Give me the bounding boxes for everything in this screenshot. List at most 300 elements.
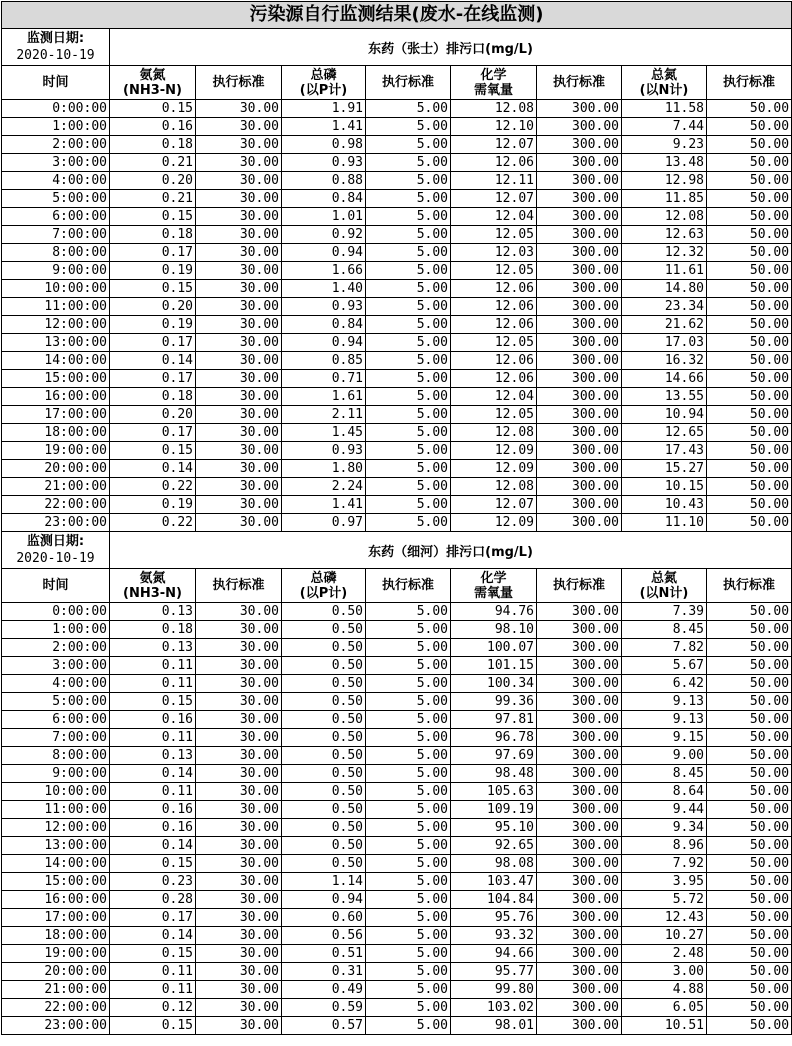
value-cell: 0.11 bbox=[110, 729, 196, 747]
value-cell: 0.17 bbox=[110, 370, 196, 388]
value-cell: 30.00 bbox=[196, 819, 282, 837]
value-cell: 1.80 bbox=[282, 460, 366, 478]
value-cell: 300.00 bbox=[537, 819, 622, 837]
column-header bbox=[366, 66, 451, 100]
value-cell: 5.00 bbox=[366, 172, 451, 190]
value-cell: 12.65 bbox=[622, 424, 707, 442]
column-header-line: 执行标准 bbox=[212, 75, 265, 90]
value-cell: 0.92 bbox=[282, 226, 366, 244]
value-cell: 50.00 bbox=[707, 478, 792, 496]
value-cell: 92.65 bbox=[451, 837, 537, 855]
time-cell: 9:00:00 bbox=[2, 765, 110, 783]
value-cell: 95.77 bbox=[451, 963, 537, 981]
value-cell: 0.93 bbox=[282, 154, 366, 172]
time-cell: 21:00:00 bbox=[2, 478, 110, 496]
value-cell: 0.13 bbox=[110, 639, 196, 657]
value-cell: 98.08 bbox=[451, 855, 537, 873]
value-cell: 5.00 bbox=[366, 478, 451, 496]
table-row bbox=[2, 1017, 792, 1035]
value-cell: 0.16 bbox=[110, 711, 196, 729]
monitoring-date-value: 2020-10-19 bbox=[16, 48, 95, 63]
value-cell: 9.34 bbox=[622, 819, 707, 837]
value-cell: 12.07 bbox=[451, 190, 537, 208]
value-cell: 5.00 bbox=[366, 801, 451, 819]
value-cell: 0.15 bbox=[110, 693, 196, 711]
value-cell: 99.36 bbox=[451, 693, 537, 711]
column-header-row bbox=[2, 569, 792, 603]
value-cell: 23.34 bbox=[622, 298, 707, 316]
table-row bbox=[2, 514, 792, 532]
table-row bbox=[2, 981, 792, 999]
value-cell: 30.00 bbox=[196, 963, 282, 981]
value-cell: 9.23 bbox=[622, 136, 707, 154]
value-cell: 5.00 bbox=[366, 406, 451, 424]
value-cell: 0.15 bbox=[110, 855, 196, 873]
monitoring-results-table bbox=[1, 1, 792, 1035]
value-cell: 1.41 bbox=[282, 118, 366, 136]
value-cell: 300.00 bbox=[537, 478, 622, 496]
time-cell: 18:00:00 bbox=[2, 927, 110, 945]
table-row bbox=[2, 190, 792, 208]
value-cell: 5.00 bbox=[366, 729, 451, 747]
value-cell: 30.00 bbox=[196, 927, 282, 945]
value-cell: 50.00 bbox=[707, 765, 792, 783]
value-cell: 300.00 bbox=[537, 424, 622, 442]
value-cell: 30.00 bbox=[196, 711, 282, 729]
column-header-line: (以P计) bbox=[299, 82, 348, 98]
value-cell: 50.00 bbox=[707, 154, 792, 172]
value-cell: 93.32 bbox=[451, 927, 537, 945]
value-cell: 5.67 bbox=[622, 657, 707, 675]
value-cell: 30.00 bbox=[196, 801, 282, 819]
monitoring-date bbox=[2, 532, 110, 569]
table-row bbox=[2, 675, 792, 693]
value-cell: 5.00 bbox=[366, 496, 451, 514]
value-cell: 50.00 bbox=[707, 280, 792, 298]
value-cell: 1.40 bbox=[282, 280, 366, 298]
value-cell: 0.18 bbox=[110, 136, 196, 154]
value-cell: 5.00 bbox=[366, 208, 451, 226]
value-cell: 0.50 bbox=[282, 711, 366, 729]
value-cell: 0.50 bbox=[282, 639, 366, 657]
value-cell: 30.00 bbox=[196, 945, 282, 963]
table-row bbox=[2, 621, 792, 639]
value-cell: 95.10 bbox=[451, 819, 537, 837]
value-cell: 0.50 bbox=[282, 729, 366, 747]
value-cell: 0.56 bbox=[282, 927, 366, 945]
value-cell: 30.00 bbox=[196, 891, 282, 909]
value-cell: 12.04 bbox=[451, 208, 537, 226]
time-cell: 6:00:00 bbox=[2, 208, 110, 226]
outlet-name: 东药（细河）排污口(mg/L) bbox=[110, 532, 792, 569]
column-header-line: 执行标准 bbox=[723, 75, 776, 90]
value-cell: 50.00 bbox=[707, 621, 792, 639]
table-row bbox=[2, 262, 792, 280]
value-cell: 3.00 bbox=[622, 963, 707, 981]
value-cell: 50.00 bbox=[707, 118, 792, 136]
value-cell: 50.00 bbox=[707, 100, 792, 118]
column-header bbox=[110, 569, 196, 603]
value-cell: 50.00 bbox=[707, 873, 792, 891]
value-cell: 30.00 bbox=[196, 729, 282, 747]
value-cell: 17.03 bbox=[622, 334, 707, 352]
value-cell: 0.17 bbox=[110, 334, 196, 352]
value-cell: 0.50 bbox=[282, 819, 366, 837]
value-cell: 50.00 bbox=[707, 729, 792, 747]
value-cell: 300.00 bbox=[537, 963, 622, 981]
value-cell: 30.00 bbox=[196, 352, 282, 370]
time-cell: 0:00:00 bbox=[2, 100, 110, 118]
value-cell: 0.21 bbox=[110, 154, 196, 172]
value-cell: 7.92 bbox=[622, 855, 707, 873]
value-cell: 30.00 bbox=[196, 280, 282, 298]
time-cell: 1:00:00 bbox=[2, 621, 110, 639]
value-cell: 30.00 bbox=[196, 478, 282, 496]
value-cell: 50.00 bbox=[707, 370, 792, 388]
value-cell: 50.00 bbox=[707, 424, 792, 442]
time-cell: 5:00:00 bbox=[2, 190, 110, 208]
column-header-line: 执行标准 bbox=[381, 578, 434, 593]
value-cell: 300.00 bbox=[537, 352, 622, 370]
table-row bbox=[2, 244, 792, 262]
time-cell: 9:00:00 bbox=[2, 262, 110, 280]
value-cell: 0.20 bbox=[110, 298, 196, 316]
value-cell: 12.05 bbox=[451, 262, 537, 280]
value-cell: 50.00 bbox=[707, 262, 792, 280]
value-cell: 5.00 bbox=[366, 999, 451, 1017]
value-cell: 12.09 bbox=[451, 442, 537, 460]
time-cell: 12:00:00 bbox=[2, 819, 110, 837]
value-cell: 50.00 bbox=[707, 819, 792, 837]
time-cell: 16:00:00 bbox=[2, 891, 110, 909]
value-cell: 0.50 bbox=[282, 621, 366, 639]
value-cell: 12.08 bbox=[451, 424, 537, 442]
column-header-line: (以N计) bbox=[639, 585, 689, 601]
time-cell: 18:00:00 bbox=[2, 424, 110, 442]
time-cell: 8:00:00 bbox=[2, 244, 110, 262]
value-cell: 5.00 bbox=[366, 460, 451, 478]
time-cell: 10:00:00 bbox=[2, 280, 110, 298]
value-cell: 300.00 bbox=[537, 711, 622, 729]
value-cell: 300.00 bbox=[537, 442, 622, 460]
value-cell: 97.81 bbox=[451, 711, 537, 729]
value-cell: 300.00 bbox=[537, 621, 622, 639]
table-row bbox=[2, 729, 792, 747]
column-header-line: 需氧量 bbox=[473, 82, 513, 98]
value-cell: 100.34 bbox=[451, 675, 537, 693]
value-cell: 12.03 bbox=[451, 244, 537, 262]
value-cell: 98.10 bbox=[451, 621, 537, 639]
value-cell: 0.98 bbox=[282, 136, 366, 154]
value-cell: 5.00 bbox=[366, 855, 451, 873]
time-cell: 13:00:00 bbox=[2, 334, 110, 352]
value-cell: 0.18 bbox=[110, 226, 196, 244]
table-row bbox=[2, 388, 792, 406]
value-cell: 300.00 bbox=[537, 154, 622, 172]
column-header-row bbox=[2, 66, 792, 100]
column-header-line: 执行标准 bbox=[552, 578, 605, 593]
time-cell: 19:00:00 bbox=[2, 945, 110, 963]
value-cell: 50.00 bbox=[707, 981, 792, 999]
value-cell: 10.15 bbox=[622, 478, 707, 496]
value-cell: 0.88 bbox=[282, 172, 366, 190]
value-cell: 0.14 bbox=[110, 837, 196, 855]
value-cell: 101.15 bbox=[451, 657, 537, 675]
value-cell: 1.91 bbox=[282, 100, 366, 118]
value-cell: 3.95 bbox=[622, 873, 707, 891]
column-header bbox=[366, 569, 451, 603]
value-cell: 12.08 bbox=[451, 100, 537, 118]
table-row bbox=[2, 819, 792, 837]
time-cell: 4:00:00 bbox=[2, 675, 110, 693]
value-cell: 0.57 bbox=[282, 1017, 366, 1035]
value-cell: 50.00 bbox=[707, 1017, 792, 1035]
value-cell: 50.00 bbox=[707, 136, 792, 154]
value-cell: 300.00 bbox=[537, 460, 622, 478]
value-cell: 9.44 bbox=[622, 801, 707, 819]
value-cell: 0.17 bbox=[110, 244, 196, 262]
value-cell: 300.00 bbox=[537, 190, 622, 208]
value-cell: 0.22 bbox=[110, 478, 196, 496]
value-cell: 8.45 bbox=[622, 765, 707, 783]
value-cell: 13.55 bbox=[622, 388, 707, 406]
value-cell: 0.50 bbox=[282, 657, 366, 675]
value-cell: 300.00 bbox=[537, 406, 622, 424]
value-cell: 12.09 bbox=[451, 514, 537, 532]
monitoring-date-label: 监测日期: bbox=[26, 31, 85, 46]
table-row bbox=[2, 136, 792, 154]
value-cell: 0.14 bbox=[110, 352, 196, 370]
value-cell: 300.00 bbox=[537, 334, 622, 352]
value-cell: 1.66 bbox=[282, 262, 366, 280]
value-cell: 300.00 bbox=[537, 999, 622, 1017]
value-cell: 0.16 bbox=[110, 118, 196, 136]
value-cell: 0.15 bbox=[110, 442, 196, 460]
value-cell: 21.62 bbox=[622, 316, 707, 334]
time-cell: 14:00:00 bbox=[2, 855, 110, 873]
value-cell: 50.00 bbox=[707, 406, 792, 424]
value-cell: 300.00 bbox=[537, 927, 622, 945]
value-cell: 300.00 bbox=[537, 1017, 622, 1035]
value-cell: 103.02 bbox=[451, 999, 537, 1017]
value-cell: 50.00 bbox=[707, 603, 792, 621]
table-row bbox=[2, 891, 792, 909]
value-cell: 30.00 bbox=[196, 172, 282, 190]
column-header-line: 总氮 bbox=[650, 570, 677, 586]
value-cell: 0.23 bbox=[110, 873, 196, 891]
value-cell: 5.00 bbox=[366, 783, 451, 801]
value-cell: 50.00 bbox=[707, 963, 792, 981]
value-cell: 0.50 bbox=[282, 783, 366, 801]
value-cell: 50.00 bbox=[707, 837, 792, 855]
value-cell: 30.00 bbox=[196, 855, 282, 873]
value-cell: 14.80 bbox=[622, 280, 707, 298]
value-cell: 1.45 bbox=[282, 424, 366, 442]
value-cell: 96.78 bbox=[451, 729, 537, 747]
table-row bbox=[2, 352, 792, 370]
monitoring-date-value: 2020-10-19 bbox=[16, 551, 95, 566]
table-row bbox=[2, 424, 792, 442]
table-row bbox=[2, 316, 792, 334]
value-cell: 105.63 bbox=[451, 783, 537, 801]
value-cell: 50.00 bbox=[707, 244, 792, 262]
value-cell: 50.00 bbox=[707, 891, 792, 909]
value-cell: 1.61 bbox=[282, 388, 366, 406]
time-cell: 4:00:00 bbox=[2, 172, 110, 190]
time-cell: 16:00:00 bbox=[2, 388, 110, 406]
column-header bbox=[2, 569, 110, 603]
time-cell: 23:00:00 bbox=[2, 514, 110, 532]
value-cell: 5.00 bbox=[366, 424, 451, 442]
value-cell: 0.15 bbox=[110, 208, 196, 226]
value-cell: 300.00 bbox=[537, 514, 622, 532]
column-header bbox=[282, 66, 366, 100]
value-cell: 50.00 bbox=[707, 909, 792, 927]
time-cell: 3:00:00 bbox=[2, 657, 110, 675]
value-cell: 30.00 bbox=[196, 765, 282, 783]
value-cell: 30.00 bbox=[196, 424, 282, 442]
value-cell: 11.10 bbox=[622, 514, 707, 532]
report-title: 污染源自行监测结果(废水-在线监测) bbox=[2, 2, 792, 29]
value-cell: 300.00 bbox=[537, 370, 622, 388]
value-cell: 2.11 bbox=[282, 406, 366, 424]
value-cell: 50.00 bbox=[707, 298, 792, 316]
value-cell: 12.06 bbox=[451, 352, 537, 370]
value-cell: 12.09 bbox=[451, 460, 537, 478]
column-header bbox=[110, 66, 196, 100]
time-cell: 20:00:00 bbox=[2, 963, 110, 981]
value-cell: 0.50 bbox=[282, 747, 366, 765]
value-cell: 30.00 bbox=[196, 837, 282, 855]
value-cell: 0.12 bbox=[110, 999, 196, 1017]
value-cell: 5.00 bbox=[366, 819, 451, 837]
time-cell: 13:00:00 bbox=[2, 837, 110, 855]
value-cell: 12.06 bbox=[451, 316, 537, 334]
value-cell: 50.00 bbox=[707, 190, 792, 208]
value-cell: 5.00 bbox=[366, 100, 451, 118]
value-cell: 1.14 bbox=[282, 873, 366, 891]
value-cell: 300.00 bbox=[537, 280, 622, 298]
value-cell: 50.00 bbox=[707, 172, 792, 190]
value-cell: 30.00 bbox=[196, 981, 282, 999]
value-cell: 9.15 bbox=[622, 729, 707, 747]
value-cell: 30.00 bbox=[196, 514, 282, 532]
value-cell: 0.51 bbox=[282, 945, 366, 963]
value-cell: 300.00 bbox=[537, 496, 622, 514]
table-row bbox=[2, 406, 792, 424]
time-cell: 2:00:00 bbox=[2, 136, 110, 154]
value-cell: 0.60 bbox=[282, 909, 366, 927]
value-cell: 300.00 bbox=[537, 244, 622, 262]
value-cell: 0.19 bbox=[110, 496, 196, 514]
value-cell: 10.51 bbox=[622, 1017, 707, 1035]
column-header-line: (以N计) bbox=[639, 82, 689, 98]
value-cell: 50.00 bbox=[707, 747, 792, 765]
column-header-line: 时间 bbox=[42, 578, 69, 593]
value-cell: 5.00 bbox=[366, 675, 451, 693]
value-cell: 300.00 bbox=[537, 603, 622, 621]
value-cell: 300.00 bbox=[537, 208, 622, 226]
value-cell: 0.50 bbox=[282, 675, 366, 693]
value-cell: 0.94 bbox=[282, 244, 366, 262]
value-cell: 50.00 bbox=[707, 945, 792, 963]
value-cell: 30.00 bbox=[196, 693, 282, 711]
value-cell: 50.00 bbox=[707, 208, 792, 226]
value-cell: 5.00 bbox=[366, 765, 451, 783]
value-cell: 30.00 bbox=[196, 388, 282, 406]
value-cell: 12.10 bbox=[451, 118, 537, 136]
column-header-line: 总磷 bbox=[310, 570, 337, 586]
value-cell: 0.97 bbox=[282, 514, 366, 532]
value-cell: 0.50 bbox=[282, 693, 366, 711]
value-cell: 5.00 bbox=[366, 154, 451, 172]
value-cell: 300.00 bbox=[537, 873, 622, 891]
value-cell: 0.19 bbox=[110, 262, 196, 280]
value-cell: 2.24 bbox=[282, 478, 366, 496]
column-header-line: 执行标准 bbox=[212, 578, 265, 593]
table-row bbox=[2, 208, 792, 226]
table-row bbox=[2, 999, 792, 1017]
column-header bbox=[622, 66, 707, 100]
time-cell: 8:00:00 bbox=[2, 747, 110, 765]
time-cell: 12:00:00 bbox=[2, 316, 110, 334]
table-row bbox=[2, 927, 792, 945]
value-cell: 0.85 bbox=[282, 352, 366, 370]
table-row bbox=[2, 154, 792, 172]
value-cell: 30.00 bbox=[196, 100, 282, 118]
column-header bbox=[537, 569, 622, 603]
value-cell: 0.14 bbox=[110, 927, 196, 945]
column-header-line: (NH3-N) bbox=[123, 82, 182, 98]
value-cell: 300.00 bbox=[537, 262, 622, 280]
value-cell: 50.00 bbox=[707, 496, 792, 514]
value-cell: 14.66 bbox=[622, 370, 707, 388]
value-cell: 30.00 bbox=[196, 190, 282, 208]
column-header bbox=[451, 569, 537, 603]
value-cell: 95.76 bbox=[451, 909, 537, 927]
value-cell: 300.00 bbox=[537, 675, 622, 693]
table-row bbox=[2, 783, 792, 801]
value-cell: 11.58 bbox=[622, 100, 707, 118]
value-cell: 5.00 bbox=[366, 927, 451, 945]
value-cell: 5.00 bbox=[366, 442, 451, 460]
column-header-line: (以P计) bbox=[299, 585, 348, 601]
value-cell: 0.94 bbox=[282, 891, 366, 909]
value-cell: 50.00 bbox=[707, 226, 792, 244]
value-cell: 10.43 bbox=[622, 496, 707, 514]
time-cell: 23:00:00 bbox=[2, 1017, 110, 1035]
value-cell: 5.00 bbox=[366, 747, 451, 765]
value-cell: 100.07 bbox=[451, 639, 537, 657]
value-cell: 97.69 bbox=[451, 747, 537, 765]
value-cell: 11.85 bbox=[622, 190, 707, 208]
value-cell: 5.00 bbox=[366, 945, 451, 963]
value-cell: 300.00 bbox=[537, 981, 622, 999]
value-cell: 300.00 bbox=[537, 945, 622, 963]
column-header bbox=[196, 66, 282, 100]
value-cell: 0.11 bbox=[110, 783, 196, 801]
time-cell: 20:00:00 bbox=[2, 460, 110, 478]
value-cell: 30.00 bbox=[196, 226, 282, 244]
table-row bbox=[2, 478, 792, 496]
value-cell: 5.00 bbox=[366, 873, 451, 891]
value-cell: 30.00 bbox=[196, 244, 282, 262]
value-cell: 4.88 bbox=[622, 981, 707, 999]
value-cell: 300.00 bbox=[537, 172, 622, 190]
value-cell: 0.15 bbox=[110, 100, 196, 118]
monitoring-date-label: 监测日期: bbox=[26, 534, 85, 549]
value-cell: 0.14 bbox=[110, 765, 196, 783]
